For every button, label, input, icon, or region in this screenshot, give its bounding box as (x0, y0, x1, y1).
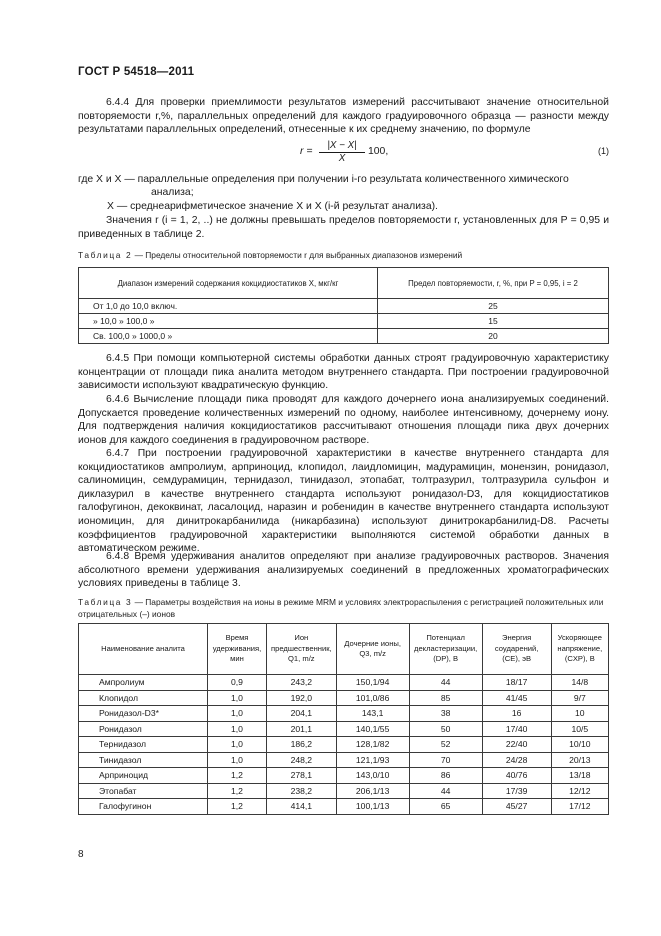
table-row (79, 329, 609, 344)
table-cell: Арприноцид (79, 768, 208, 784)
formula-denominator: X (338, 153, 346, 164)
table-3-header-ce: Энергия соударений, (CE), эВ (482, 624, 551, 675)
table-row (79, 768, 609, 784)
table-cell: 0,9 (208, 675, 267, 691)
table-cell: 201,1 (267, 721, 337, 737)
table-row (79, 799, 609, 815)
table-cell: 15 (378, 314, 609, 329)
paragraph-6-4-5: 6.4.5 При помощи компьютерной системы обработки данных строят градуировочную характеристику концентрации от площади пика аналита методом внутреннего стандарта. При построении градуировочной зависимости используют квадратическую функцию. (78, 353, 609, 392)
table-row (79, 299, 609, 314)
table-cell: 128,1/82 (336, 737, 409, 753)
table-2 (78, 267, 609, 344)
table-row (79, 690, 609, 706)
table-row (79, 675, 609, 691)
table-cell: Ампролиум (79, 675, 208, 691)
table-cell: 17/12 (551, 799, 608, 815)
table-cell: 101,0/86 (336, 690, 409, 706)
table-3-caption-text: — Параметры воздействия на ионы в режиме MRM и условиях электрораспыления с регистрацией положительных или отрицательных (–) ионов (78, 597, 604, 619)
table-cell: Клопидол (79, 690, 208, 706)
table-cell: 18/17 (482, 675, 551, 691)
table-cell: 25 (378, 299, 609, 314)
paragraph-6-4-6: 6.4.6 Вычисление площади пика проводят для каждого дочернего иона анализируемых соединений. Допускается проведение количественных измерений по одному, наиболее интенсивному, дочернему иону. Для подтверждения наличия кокцидиостатиков рассчитывают отношения площади пика двух дочерних ионов для каждого соединения в градуировочном растворе. (78, 394, 609, 446)
paragraph-6-4-8: 6.4.8 Время удерживания аналитов определяют при анализе градуировочных растворов. Значения абсолютного времени удерживания анализируемых соединений в предложенных хроматографических условиях приведены в таблице 3. (78, 551, 609, 590)
table-cell: 278,1 (267, 768, 337, 784)
where-line-1: где X и X — параллельные определения при получении i-го результата количественного химического (78, 174, 569, 185)
table-row (79, 706, 609, 722)
formula-numerator: |X − X| (319, 140, 365, 153)
paragraph-6-4-4: 6.4.4 Для проверки приемлимости результатов измерений рассчитывают значение относительной повторяемости r,%, параллельных определений для каждого градуировочного образца — разности между результатами параллельных определений, отнесенные к их среднему значению, по формуле (78, 97, 609, 136)
table-cell: 140,1/55 (336, 721, 409, 737)
table-cell: 238,2 (267, 783, 337, 799)
table-cell: 192,0 (267, 690, 337, 706)
table-2-col2-header: Предел повторяемости, r, %, при P = 0,95, i = 2 (378, 268, 609, 299)
formula-multiplier: 100, (368, 146, 389, 157)
table-cell: 1,2 (208, 783, 267, 799)
table-cell: 38 (409, 706, 482, 722)
document-code: ГОСТ Р 54518—2011 (78, 66, 195, 78)
table-cell: 85 (409, 690, 482, 706)
paragraph-6-4-7: 6.4.7 При построении градуировочной характеристики в качестве внутреннего стандарта для кокцидиостатиков ампролиум, арприноцид, клопидол, лаидломицин, мадурамицин, монензин, ронидазол, салиномицин, семдурамицин, тернидазол, тинидазол, этопабат, толтразурил, толтразурила сульфон и диклазурил в качестве внутреннего стандарта используют ронидазол-D3, для кокцидиостатиков галофугинон, декоквинат, ласалоцид, наразин и робенидин в качестве внутреннего стандарта используют иономицин, для динитрокарбанилида (никарбазина) используют динитрокарбанилид-D8. Расчеты коэффициентов градуировочной характеристики выполняются системой обработки данных в автоматическом режиме. (78, 448, 609, 555)
table-cell: 17/39 (482, 783, 551, 799)
table-3-header-analyte: Наименование аналита (79, 624, 208, 675)
table-cell: 12/12 (551, 783, 608, 799)
table-cell: » 10,0 » 100,0 » (79, 314, 378, 329)
formula-number: (1) (598, 146, 609, 156)
table-cell: Ронидазол-D3* (79, 706, 208, 722)
formula-fraction (319, 140, 365, 164)
table-cell: Тинидазол (79, 752, 208, 768)
table-cell: 20/13 (551, 752, 608, 768)
table-cell: 20 (378, 329, 609, 344)
table-cell: 1,0 (208, 706, 267, 722)
table-3-header-dp: Потенциал декластеризации, (DP), В (409, 624, 482, 675)
table-cell: 243,2 (267, 675, 337, 691)
table-cell: 143,0/10 (336, 768, 409, 784)
where-line-2: анализа; (151, 187, 194, 198)
table-cell: 1,0 (208, 690, 267, 706)
table-cell: 44 (409, 675, 482, 691)
table-3-header-precursor: Ион предшественник, Q1, m/z (267, 624, 337, 675)
table-3-body (79, 675, 609, 815)
table-cell: От 1,0 до 10,0 включ. (79, 299, 378, 314)
table-cell: 52 (409, 737, 482, 753)
table-cell: 143,1 (336, 706, 409, 722)
table-header-row (79, 624, 609, 675)
table-cell: 121,1/93 (336, 752, 409, 768)
formula-1 (300, 142, 600, 168)
table-cell: Св. 100,0 » 1000,0 » (79, 329, 378, 344)
table-2-label: Таблица 2 (78, 250, 133, 260)
table-row (79, 721, 609, 737)
table-cell: 1,0 (208, 737, 267, 753)
table-cell: 1,0 (208, 752, 267, 768)
table-cell: Этопабат (79, 783, 208, 799)
table-cell: 17/40 (482, 721, 551, 737)
table-cell: 248,2 (267, 752, 337, 768)
table-cell: 10 (551, 706, 608, 722)
table-cell: 100,1/13 (336, 799, 409, 815)
values-paragraph: Значения r (i = 1, 2, ..) не должны превышать пределов повторяемости r, установленных для P = 0,95 и приведенных в таблице 2. (78, 215, 609, 240)
table-cell: 22/40 (482, 737, 551, 753)
table-cell: 50 (409, 721, 482, 737)
table-cell: Ронидазол (79, 721, 208, 737)
table-cell: Галофугинон (79, 799, 208, 815)
table-cell: 206,1/13 (336, 783, 409, 799)
table-cell: 1,2 (208, 799, 267, 815)
table-3-header-retention: Время удерживания, мин (208, 624, 267, 675)
table-3-header-cxp: Ускоряющее напряжение, (CXP), В (551, 624, 608, 675)
table-cell: 86 (409, 768, 482, 784)
table-cell: 10/5 (551, 721, 608, 737)
table-cell: 16 (482, 706, 551, 722)
table-cell: 24/28 (482, 752, 551, 768)
table-cell: 40/76 (482, 768, 551, 784)
table-2-caption (78, 250, 609, 262)
table-row (79, 752, 609, 768)
table-row (79, 783, 609, 799)
table-cell: 150,1/94 (336, 675, 409, 691)
table-3-caption (78, 597, 609, 620)
table-cell: 14/8 (551, 675, 608, 691)
table-cell: 186,2 (267, 737, 337, 753)
where-line-3: X — среднеарифметическое значение X и X (i-й результат анализа). (107, 201, 438, 212)
table-cell: 1,0 (208, 721, 267, 737)
table-2-col1-header: Диапазон измерений содержания кокцидиостатиков X, мкг/кг (79, 268, 378, 299)
table-3 (78, 623, 609, 815)
table-3-label: Таблица 3 (78, 597, 133, 607)
table-cell: 13/18 (551, 768, 608, 784)
table-3-header-product: Дочерние ионы, Q3, m/z (336, 624, 409, 675)
table-cell: 45/27 (482, 799, 551, 815)
table-cell: 1,2 (208, 768, 267, 784)
table-cell: 204,1 (267, 706, 337, 722)
table-cell: 414,1 (267, 799, 337, 815)
table-row (79, 737, 609, 753)
table-cell: 41/45 (482, 690, 551, 706)
table-cell: 9/7 (551, 690, 608, 706)
table-cell: 70 (409, 752, 482, 768)
table-2-caption-text: — Пределы относительной повторяемости r для выбранных диапазонов измерений (134, 250, 463, 260)
table-cell: 44 (409, 783, 482, 799)
table-cell: 10/10 (551, 737, 608, 753)
table-header-row (79, 268, 609, 299)
formula-lhs: r = (300, 146, 313, 157)
table-row (79, 314, 609, 329)
page-number: 8 (78, 849, 84, 860)
table-cell: 65 (409, 799, 482, 815)
table-cell: Тернидазол (79, 737, 208, 753)
